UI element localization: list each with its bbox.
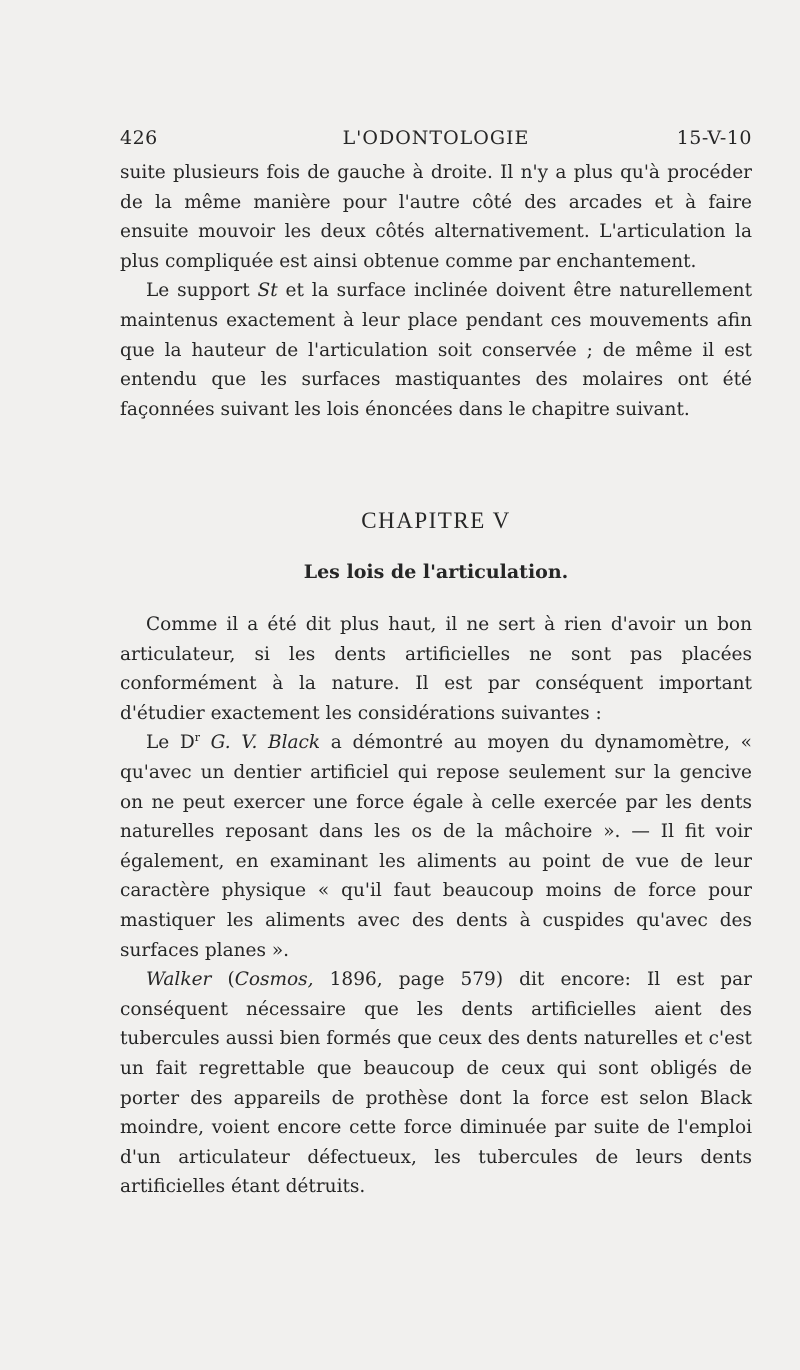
chapter-heading: CHAPITRE V [361,508,511,533]
paragraph-1: suite plusieurs fois de gauche à droite. Il n'y a plus qu'à procéder de la même manière pour l'autre côté des arcades et à faire ensuite mouvoir les deux côtés alternativement. L'articulation la plus compliquée est ainsi obtenue comme par enchantement. [120,162,752,272]
paragraph-3: Comme il a été dit plus haut, il ne sert à rien d'avoir un bon articulateur, si les dents artificielles ne sont pas placées conformément à la nature. Il est par conséquent important d'étudier exactement les considérations suivantes : [120,614,752,724]
page-number: 426 [120,127,158,149]
issue-date: 15-V-10 [676,127,752,149]
author-black: G. V. Black [210,732,321,754]
text-block-bottom [120,610,752,1202]
paragraph-2: Le support St et la surface inclinée doivent être naturellement maintenus exactement à leur place pendant ces mouvements afin que la hauteur de l'articulation soit conservée ; de même il est entendu que les surfaces mastiquantes des molaires ont été façonnées suivant les lois énoncées dans le chapitre suivant. [120,280,752,420]
text-block-top [120,158,752,424]
journal-cosmos: Cosmos, [234,969,314,991]
journal-title: L'ODONTOLOGIE [342,127,530,149]
support-label: St [257,280,278,302]
author-walker: Walker [146,969,212,991]
chapter-subtitle: Les lois de l'articulation. [303,561,569,583]
paragraph-4: Le $D^r$ G. V. Black a démontré au moyen du dynamomètre, « qu'avec un dentier artificiel qui repose seulement sur la gencive on ne peut exercer une force égale à celle exercée par les dents naturelles reposant dans les os de la mâchoire ». — Il fit voir également, en examinant les aliments au point de vue de leur caractère physique « qu'il faut beaucoup moins de force pour mastiquer les aliments avec des dents à cuspides qu'avec des surfaces planes ». [120,731,752,961]
paragraph-5: Walker (Cosmos, 1896, page 579) dit encore: Il est par conséquent nécessaire que les dents artificielles aient des tubercules aussi bien formés que ceux des dents naturelles et c'est un fait regrettable que beaucoup de ceux qui sont obligés de porter des appareils de prothèse dont la force est selon Black moindre, voient encore cette force diminuée par suite de l'emploi d'un articulateur défectueux, les tubercules de leurs dents artificielles étant détruits. [120,969,752,1198]
